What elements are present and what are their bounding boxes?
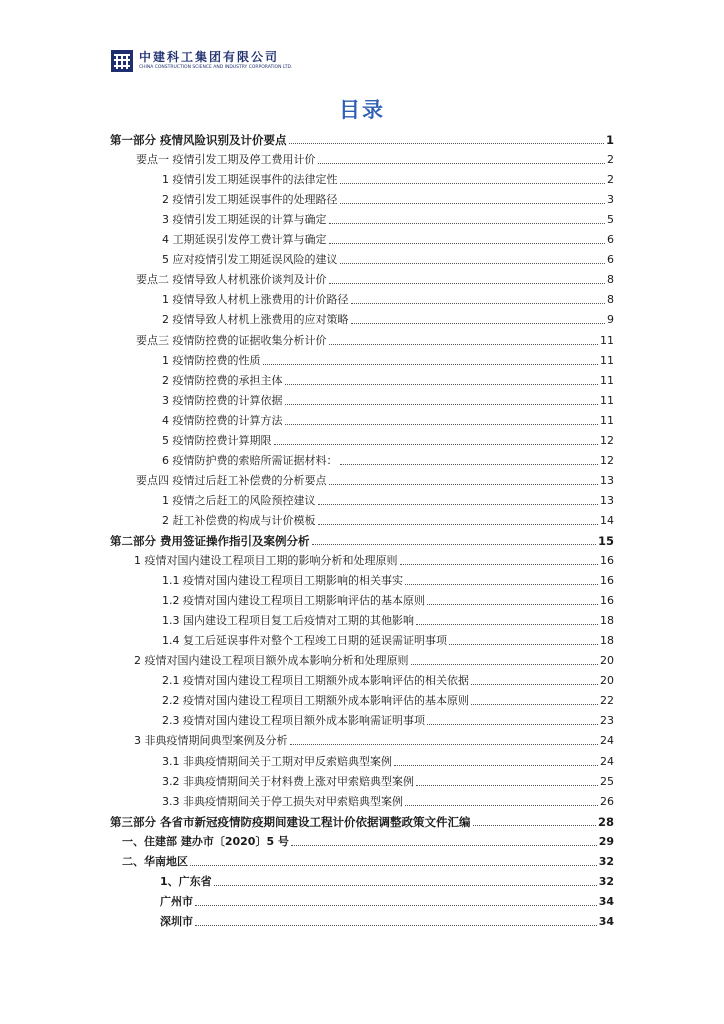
toc-entry[interactable] <box>110 488 614 508</box>
toc-entry-label: 3 非典疫情期间典型案例及分析 <box>134 734 288 748</box>
toc-entry[interactable] <box>110 207 614 227</box>
company-name-en: CHINA CONSTRUCTION SCIENCE AND INDUSTRY CORPORATION LTD. <box>139 65 293 70</box>
toc-entry-page: 29 <box>598 834 614 848</box>
toc-leader-dots <box>340 203 606 204</box>
toc-leader-dots <box>405 805 598 806</box>
toc-entry[interactable] <box>110 307 614 327</box>
toc-leader-dots <box>340 263 606 264</box>
toc-entry-page: 24 <box>600 734 614 748</box>
toc-leader-dots <box>340 464 599 465</box>
toc-entry-page: 34 <box>598 894 614 908</box>
toc-entry[interactable] <box>110 748 614 768</box>
toc-leader-dots <box>411 664 599 665</box>
toc-entry-page: 11 <box>600 413 614 427</box>
cscec-logo-icon <box>111 50 133 72</box>
toc-entry-label: 二、华南地区 <box>122 854 188 868</box>
toc-entry-label: 1 疫情引发工期延误事件的法律定性 <box>162 173 338 187</box>
toc-entry-page: 9 <box>607 313 614 327</box>
toc-leader-dots <box>400 564 599 565</box>
toc-entry[interactable] <box>110 448 614 468</box>
toc-entry-page: 12 <box>600 453 614 467</box>
toc-leader-dots <box>318 504 599 505</box>
toc-leader-dots <box>473 825 596 826</box>
toc-entry-page: 26 <box>600 794 614 808</box>
toc-entry-page: 32 <box>598 874 614 888</box>
toc-leader-dots <box>214 885 597 886</box>
toc-entry-label: 4 工期延误引发停工费计算与确定 <box>162 233 327 247</box>
toc-entry[interactable] <box>110 588 614 608</box>
toc-entry-page: 2 <box>607 173 614 187</box>
toc-leader-dots <box>471 684 598 685</box>
toc-entry[interactable] <box>110 728 614 748</box>
toc-entry[interactable] <box>110 769 614 789</box>
toc-entry[interactable] <box>110 789 614 809</box>
toc-leader-dots <box>340 183 606 184</box>
toc-entry-page: 16 <box>600 594 614 608</box>
toc-entry-label: 1.2 疫情对国内建设工程项目工期影响评估的基本原则 <box>162 594 425 608</box>
toc-entry-page: 1 <box>605 133 614 148</box>
toc-entry-page: 15 <box>597 533 614 548</box>
toc-leader-dots <box>394 765 598 766</box>
toc-entry[interactable] <box>110 829 614 849</box>
toc-entry-label: 3.1 非典疫情期间关于工期对甲反索赔典型案例 <box>162 754 392 768</box>
toc-leader-dots <box>329 243 606 244</box>
toc-entry-label: 2 疫情导致人材机上涨费用的应对策略 <box>162 313 349 327</box>
toc-entry-label: 1.4 复工后延误事件对整个工程竣工日期的延误需证明事项 <box>162 634 447 648</box>
toc-leader-dots <box>285 424 599 425</box>
toc-entry-label: 2.1 疫情对国内建设工程项目工期额外成本影响评估的相关依据 <box>162 674 469 688</box>
toc-entry-page: 13 <box>600 493 614 507</box>
toc-entry-page: 8 <box>607 293 614 307</box>
toc-entry-label: 第一部分 疫情风险识别及计价要点 <box>110 133 287 148</box>
toc-entry-label: 3 疫情引发工期延误的计算与确定 <box>162 213 327 227</box>
toc-entry[interactable] <box>110 388 614 408</box>
toc-entry-label: 3 疫情防控费的计算依据 <box>162 393 283 407</box>
toc-entry-page: 6 <box>607 233 614 247</box>
toc-entry-page: 6 <box>607 253 614 267</box>
toc-entry-label: 3.3 非典疫情期间关于停工损失对甲索赔典型案例 <box>162 794 403 808</box>
toc-entry[interactable] <box>110 187 614 207</box>
toc-entry-label: 1 疫情对国内建设工程项目工期的影响分析和处理原则 <box>134 554 398 568</box>
toc-entry[interactable] <box>110 889 614 909</box>
toc-entry-label: 2 疫情对国内建设工程项目额外成本影响分析和处理原则 <box>134 654 409 668</box>
toc-leader-dots <box>289 143 604 144</box>
toc-entry[interactable] <box>110 809 614 829</box>
toc-leader-dots <box>290 744 599 745</box>
toc-entry-page: 28 <box>597 814 614 829</box>
toc-entry-label: 6 疫情防护费的索赔所需证据材料： <box>162 453 338 467</box>
toc-entry-page: 24 <box>600 754 614 768</box>
toc-leader-dots <box>416 785 598 786</box>
toc-entry[interactable] <box>110 468 614 488</box>
toc-leader-dots <box>318 524 599 525</box>
toc-entry[interactable] <box>110 428 614 448</box>
toc-entry[interactable] <box>110 147 614 167</box>
toc-entry-label: 5 应对疫情引发工期延误风险的建议 <box>162 253 338 267</box>
toc-entry[interactable] <box>110 628 614 648</box>
toc-leader-dots <box>416 624 598 625</box>
toc-leader-dots <box>329 484 599 485</box>
page-title: 目录 <box>339 98 385 122</box>
toc-entry-label: 1、广东省 <box>160 874 212 888</box>
toc-entry-page: 11 <box>600 373 614 387</box>
toc-entry-label: 第二部分 费用签证操作指引及案例分析 <box>110 533 310 548</box>
toc-entry[interactable] <box>110 568 614 588</box>
toc-entry-label: 2 疫情防控费的承担主体 <box>162 373 283 387</box>
toc-entry-label: 要点二 疫情导致人材机涨价谈判及计价 <box>136 273 327 287</box>
toc-entry[interactable] <box>110 849 614 869</box>
toc-entry-label: 2 赶工补偿费的构成与计价模板 <box>162 513 316 527</box>
toc-entry[interactable] <box>110 287 614 307</box>
toc-entry-page: 12 <box>600 433 614 447</box>
toc-entry-page: 16 <box>600 554 614 568</box>
toc-entry[interactable] <box>110 668 614 688</box>
toc-entry-label: 2 疫情引发工期延误事件的处理路径 <box>162 193 338 207</box>
toc-leader-dots <box>195 925 597 926</box>
toc-entry[interactable] <box>110 548 614 568</box>
toc-entry-page: 11 <box>600 333 614 347</box>
toc-leader-dots <box>291 845 597 846</box>
toc-entry[interactable] <box>110 167 614 187</box>
toc-entry-label: 1 疫情防控费的性质 <box>162 353 261 367</box>
toc-entry-page: 2 <box>607 153 614 167</box>
toc-entry-page: 16 <box>600 574 614 588</box>
toc-entry-label: 1.1 疫情对国内建设工程项目工期影响的相关事实 <box>162 574 403 588</box>
toc-leader-dots <box>351 303 606 304</box>
toc-entry-label: 5 疫情防控费计算期限 <box>162 433 272 447</box>
toc-leader-dots <box>329 283 606 284</box>
toc-entry-label: 1.3 国内建设工程项目复工后疫情对工期的其他影响 <box>162 614 414 628</box>
toc-entry[interactable] <box>110 227 614 247</box>
toc-entry-label: 2.3 疫情对国内建设工程项目额外成本影响需证明事项 <box>162 714 425 728</box>
toc-entry-page: 5 <box>607 213 614 227</box>
toc-entry[interactable] <box>110 528 614 548</box>
toc-entry-label: 1 疫情导致人材机上涨费用的计价路径 <box>162 293 349 307</box>
toc-entry[interactable] <box>110 648 614 668</box>
toc-leader-dots <box>274 444 599 445</box>
toc-leader-dots <box>190 865 597 866</box>
toc-leader-dots <box>285 404 599 405</box>
toc-entry-page: 11 <box>600 393 614 407</box>
toc-leader-dots <box>471 704 598 705</box>
toc-entry-page: 14 <box>600 513 614 527</box>
toc-entry[interactable] <box>110 508 614 528</box>
toc-entry[interactable] <box>110 869 614 889</box>
toc-entry[interactable] <box>110 127 614 147</box>
toc-entry[interactable] <box>110 368 614 388</box>
toc-entry-page: 18 <box>600 614 614 628</box>
toc-entry-label: 广州市 <box>160 894 193 908</box>
toc-entry[interactable] <box>110 348 614 368</box>
toc-entry-label: 要点一 疫情引发工期及停工费用计价 <box>136 153 316 167</box>
toc-entry[interactable] <box>110 247 614 267</box>
toc-entry-page: 8 <box>607 273 614 287</box>
toc-entry-page: 34 <box>598 914 614 928</box>
toc-entry[interactable] <box>110 688 614 708</box>
toc-entry[interactable] <box>110 608 614 628</box>
toc-entry-label: 第三部分 各省市新冠疫情防疫期间建设工程计价依据调整政策文件汇编 <box>110 814 471 829</box>
toc-entry[interactable] <box>110 708 614 728</box>
toc-leader-dots <box>427 604 598 605</box>
toc-entry-label: 一、住建部 建办市〔2020〕5 号 <box>122 834 289 848</box>
toc-entry-page: 18 <box>600 634 614 648</box>
toc-entry-page: 13 <box>600 473 614 487</box>
toc-entry[interactable] <box>110 267 614 287</box>
toc-entry-label: 深圳市 <box>160 914 193 928</box>
toc-entry-label: 要点四 疫情过后赶工补偿费的分析要点 <box>136 473 327 487</box>
toc-leader-dots <box>285 384 599 385</box>
toc-leader-dots <box>263 364 599 365</box>
table-of-contents <box>110 127 614 929</box>
toc-leader-dots <box>329 344 599 345</box>
toc-entry-label: 2.2 疫情对国内建设工程项目工期额外成本影响评估的基本原则 <box>162 694 469 708</box>
toc-entry[interactable] <box>110 909 614 929</box>
toc-leader-dots <box>449 644 598 645</box>
toc-leader-dots <box>195 905 597 906</box>
toc-entry-label: 4 疫情防控费的计算方法 <box>162 413 283 427</box>
toc-entry-page: 32 <box>598 854 614 868</box>
toc-entry[interactable] <box>110 327 614 347</box>
toc-entry-page: 20 <box>600 654 614 668</box>
toc-leader-dots <box>318 163 606 164</box>
toc-entry-page: 23 <box>600 714 614 728</box>
company-logo <box>111 50 292 76</box>
company-name-cn: 中建科工集团有限公司 <box>139 50 280 64</box>
toc-entry-label: 1 疫情之后赶工的风险预控建议 <box>162 493 316 507</box>
toc-leader-dots <box>312 544 596 545</box>
toc-entry[interactable] <box>110 408 614 428</box>
toc-entry-label: 要点三 疫情防控费的证据收集分析计价 <box>136 333 327 347</box>
toc-entry-page: 20 <box>600 674 614 688</box>
toc-entry-page: 3 <box>607 193 614 207</box>
toc-leader-dots <box>329 223 606 224</box>
toc-entry-page: 11 <box>600 353 614 367</box>
toc-entry-page: 22 <box>600 694 614 708</box>
toc-leader-dots <box>405 584 598 585</box>
toc-entry-label: 3.2 非典疫情期间关于材料费上涨对甲索赔典型案例 <box>162 774 414 788</box>
toc-entry-page: 25 <box>600 774 614 788</box>
toc-leader-dots <box>351 323 606 324</box>
toc-leader-dots <box>427 724 598 725</box>
